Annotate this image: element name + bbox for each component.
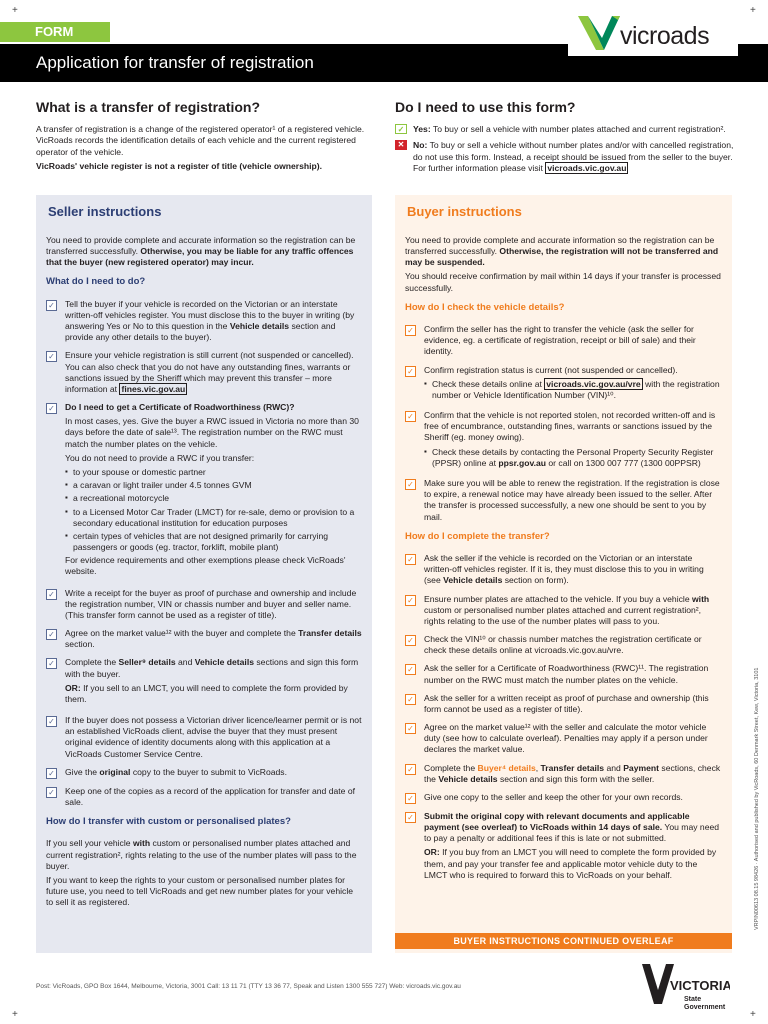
custom-plates-p2: If you want to keep the rights to your custom or personalised number plates for future use, you need to tell VicRoads and get new number plates for your vehicle to sell it as registered. [46,874,354,908]
cross-icon: ✕ [395,140,407,150]
need-form-section [395,98,740,179]
buyer-step-copy: ✓ Give one copy to the seller and keep the other for your own records. [405,792,722,804]
seller-intro: You need to provide complete and accurate information so the registration can be transferred successfully. Otherwise, you may be liable for any traffic offences that the buyer (new registered operator) may incur. [46,234,356,268]
rwc-exemption: ▪ to your spouse or domestic partner [65,466,206,477]
victoria-name: VICTORIA [670,978,730,993]
seller-heading: Seller instructions [48,204,162,219]
checkbox-icon[interactable]: ✓ [405,723,416,734]
publication-info: VRPIN00613 08.15 98426 · Authorised and published by VicRoads, 60 Denmark Street, Kew, Victoria, 3101 [754,667,760,930]
checkbox-icon[interactable]: ✓ [405,366,416,377]
yes-label: Yes: [413,124,431,135]
page-title: Application for transfer of registration [0,44,768,82]
buyer-heading: Buyer instructions [407,204,522,219]
seller-step-receipt: ✓ Write a receipt for the buyer as proof of purchase and ownership and include the registration number, VIN or chassis number and buyer and seller name. (This transfer form cannot be used as a register of title). [46,588,362,622]
what-is-transfer-section [36,98,381,175]
checkbox-icon[interactable]: ✓ [405,793,416,804]
checkbox-icon[interactable]: ✓ [46,658,57,669]
buyer-check-renew: ✓ Make sure you will be able to renew the registration. If the registration is close to expire, a renewal notice may have already been issued to the seller. After the transfer is processed successfully, a new one should be sent to you by mail. [405,478,722,523]
logo-wordmark: vicroads [620,22,710,50]
what-paragraph: A transfer of registration is a change of the registered operator¹ of a registered vehicle. VicRoads records the identification details of each vehicle and the current registered operator of the vehicle. [36,124,365,157]
buyer-check-status: ✓ Confirm registration status is current (not suspended or cancelled). ▪ Check these details online at vicroads.vic.gov.au/vre with the registration number or Vehicle Identification Number (VIN)¹⁰. [405,365,722,404]
form-tab: FORM [0,22,110,42]
checkbox-icon[interactable]: ✓ [405,664,416,675]
checkbox-icon[interactable]: ✓ [405,635,416,646]
buyer-step-complete: ✓ Complete the Buyer⁴ details, Transfer details and Payment sections, check the Vehicle details section and sign this form with the seller. [405,763,722,785]
victoria-government-logo [640,960,730,1016]
seller-step-market-value: ✓ Agree on the market value¹² with the buyer and complete the Transfer details section. [46,628,362,650]
checkbox-icon[interactable]: ✓ [46,716,57,727]
continued-overleaf-banner: BUYER INSTRUCTIONS CONTINUED OVERLEAF [395,933,732,949]
need-heading: Do I need to use this form? [395,99,576,115]
vicroads-logo-mark-icon [574,10,626,54]
checkbox-icon[interactable]: ✓ [405,694,416,705]
checkbox-icon[interactable]: ✓ [46,351,57,362]
custom-plates-p1: If you sell your vehicle with custom or personalised number plates attached and current registration², rights relating to the use of the number plates will pass to the buyer. [46,838,357,871]
seller-step-writeoff: ✓ Tell the buyer if your vehicle is recorded on the Victorian or an interstate written-off vehicles register. You must disclose this to the buyer in writing (by answering Yes or No to this question in the Vehicle details section and provide any other details to the buyer). [46,299,362,344]
crop-mark: + [12,5,18,16]
buyer-step-writeoff: ✓ Ask the seller if the vehicle is recorded on the Victorian or an interstate written-off vehicles register. If it is, they must disclose this to you in writing (see Vehicle details section on form). [405,553,722,587]
buyer-instructions-panel [395,195,732,953]
checkbox-icon[interactable]: ✓ [46,768,57,779]
buyer-step-plates: ✓ Ensure number plates are attached to the vehicle. If you buy a vehicle with custom or personalised number plates attached and current registration², rights relating to the use of the number plates will pass to you. [405,594,722,628]
rwc-exemption: ▪ a caravan or light trailer under 4.5 tonnes GVM [65,480,252,491]
buyer-confirmation: You should receive confirmation by mail within 14 days if your transfer is processed successfully. [405,271,721,293]
vicroads-logo [568,10,738,56]
crop-mark: + [12,1009,18,1020]
buyer-step-market-value: ✓ Agree on the market value¹² with the seller and calculate the motor vehicle duty (see how to calculate overleaf). Penalties may apply if a person under declares the market value. [405,722,722,756]
rwc-exemption: ▪ to a Licensed Motor Car Trader (LMCT) for re-sale, demo or provision to a secondary educational institution for education purposes [65,506,355,528]
seller-what-heading: What do I need to do? [46,276,146,288]
what-register-note: VicRoads' vehicle register is not a register of title (vehicle ownership). [36,160,323,171]
no-label: No: [413,140,428,151]
yes-row [395,124,740,135]
ppsr-link[interactable]: ppsr.gov.au [498,457,546,468]
contact-footer: Post: VicRoads, GPO Box 1644, Melbourne, Victoria, 3001 Call: 13 11 71 (TTY 13 36 77, Speak and Listen 1300 555 727) Web: vicroads.vic.gov.au [36,983,461,990]
checkbox-icon[interactable]: ✓ [405,764,416,775]
crop-mark: + [750,1009,756,1020]
buyer-step-receipt: ✓ Ask the seller for a written receipt as proof of purchase and ownership (this form cannot be used as a register of title). [405,693,722,715]
buyer-check-heading: How do I check the vehicle details? [405,301,565,313]
buyer-complete-heading: How do I complete the transfer? [405,530,550,542]
rwc-exemption: ▪ a recreational motorcycle [65,493,170,504]
vicroads-link[interactable]: vicroads.vic.gov.au [547,162,627,173]
buyer-step-submit: ✓ Submit the original copy with relevant documents and applicable payment (see overleaf) to VicRoads within 14 days of sale. You may need to pay a penalty or additional fees if this is late or not submitted. OR: If you buy from an LMCT you will need to complete the form provided by them, and pay your transfer fee and applicable motor vehicle duty to the LMCT who is required to forward this to VicRoads on your behalf. [405,811,722,884]
yes-text: To buy or sell a vehicle with number plates attached and current registration². [432,124,726,135]
seller-instructions-panel [36,195,372,953]
checkbox-icon[interactable]: ✓ [46,589,57,600]
buyer-check-rights: ✓ Confirm the seller has the right to transfer the vehicle (ask the seller for evidence, eg. a certificate of registration, receipt or bill of sale) and their identity. [405,324,722,358]
victoria-logo-icon [640,960,730,1016]
checkbox-icon[interactable]: ✓ [405,479,416,490]
seller-step-registration: ✓ Ensure your vehicle registration is still current (not suspended or cancelled). You can also check that you do not have any outstanding fines, warrants or sanctions issued by the Sheriff which may prevent this transfer – more information at fines.vic.gov.au [46,350,362,395]
checkbox-icon[interactable]: ✓ [46,629,57,640]
checkbox-icon[interactable]: ✓ [405,812,416,823]
seller-step-evidence: ✓ If the buyer does not possess a Victorian driver licence/learner permit or is not an established VicRoads client, advise the buyer that they must present original evidence of identity documents along with this application at a VicRoads Customer Service Centre. [46,715,362,760]
what-heading: What is a transfer of registration? [36,99,261,115]
seller-step-rwc: ✓ Do I need to get a Certificate of Roadworthiness (RWC)? In most cases, yes. Give the buyer a RWC issued in Victoria no more than 30 days before the date of sale¹³. The registration number on the RWC must match the number plates on the vehicle. You do not need to provide a RWC if you transfer: ▪ to your spouse or domestic partner ▪ a caravan or light trailer under 4.5 tonnes GVM ▪ a recreational motorcycle ▪ to a Licensed Motor Car Trader (LMCT) for re-sale, demo or provision to a secondary educational institution for education purposes ▪ certain types of vehicles that are not designed primarily for carrying passengers or goods (eg. tractor, forklift, mobile plant) For evidence requirements and other exemptions please check VicRoads' website. [46,402,362,580]
custom-plates-heading: How do I transfer with custom or personalised plates? [46,816,291,828]
checkbox-icon[interactable]: ✓ [405,411,416,422]
no-row [395,140,740,174]
rwc-heading: Do I need to get a Certificate of Roadworthiness (RWC)? [65,402,295,413]
buyer-intro: You need to provide complete and accurate information so the registration can be transferred successfully. Otherwise, the registration will not be transferred and may be suspended. [405,234,719,268]
no-text: To buy or sell a vehicle without number plates and/or with cancelled registration, do not use this form. Instead, a receipt should be issued from the seller to the buyer. For further information please visit [413,140,734,173]
fines-link[interactable]: fines.vic.gov.au [121,383,186,394]
rwc-exemption: ▪ certain types of vehicles that are not designed primarily for carrying passengers or goods (eg. tractor, forklift, mobile plant) [65,530,329,553]
crop-mark: + [750,5,756,16]
checkbox-icon[interactable]: ✓ [46,787,57,798]
buyer-check-stolen: ✓ Confirm that the vehicle is not reported stolen, not recorded written-off and is free of encumbrance, outstanding fines, warrants or sanctions issued by the Sheriff (eg. money owing). ▪ Check these details by contacting the Personal Property Security Register (PPSR) online at ppsr.gov.au or call on 1300 007 777 (1300 00PPSR) [405,410,722,471]
victoria-state: State [684,996,702,1003]
checkbox-icon[interactable]: ✓ [405,554,416,565]
victoria-government: Government [684,1004,726,1011]
buyer-step-rwc: ✓ Ask the seller for a Certificate of Roadworthiness (RWC)¹¹. The registration number on the RWC must match the number plates on the vehicle. [405,663,722,685]
checkbox-icon[interactable]: ✓ [46,300,57,311]
check-icon: ✓ [395,124,407,134]
seller-step-original: ✓ Give the original copy to the buyer to submit to VicRoads. [46,767,362,779]
seller-step-keep-copy: ✓ Keep one of the copies as a record of the application for transfer and date of sale. [46,786,362,808]
seller-step-complete: ✓ Complete the Seller⁹ details and Vehicle details sections and sign this form with the buyer. OR: If you sell to an LMCT, you will need to complete the form provided by them. [46,657,362,708]
checkbox-icon[interactable]: ✓ [405,595,416,606]
buyer-step-vin: ✓ Check the VIN¹⁰ or chassis number matches the registration certificate or check these details online at vicroads.vic.gov.au/vre. [405,634,722,656]
checkbox-icon[interactable]: ✓ [46,403,57,414]
vre-link[interactable]: vicroads.vic.gov.au/vre [546,378,641,389]
checkbox-icon[interactable]: ✓ [405,325,416,336]
